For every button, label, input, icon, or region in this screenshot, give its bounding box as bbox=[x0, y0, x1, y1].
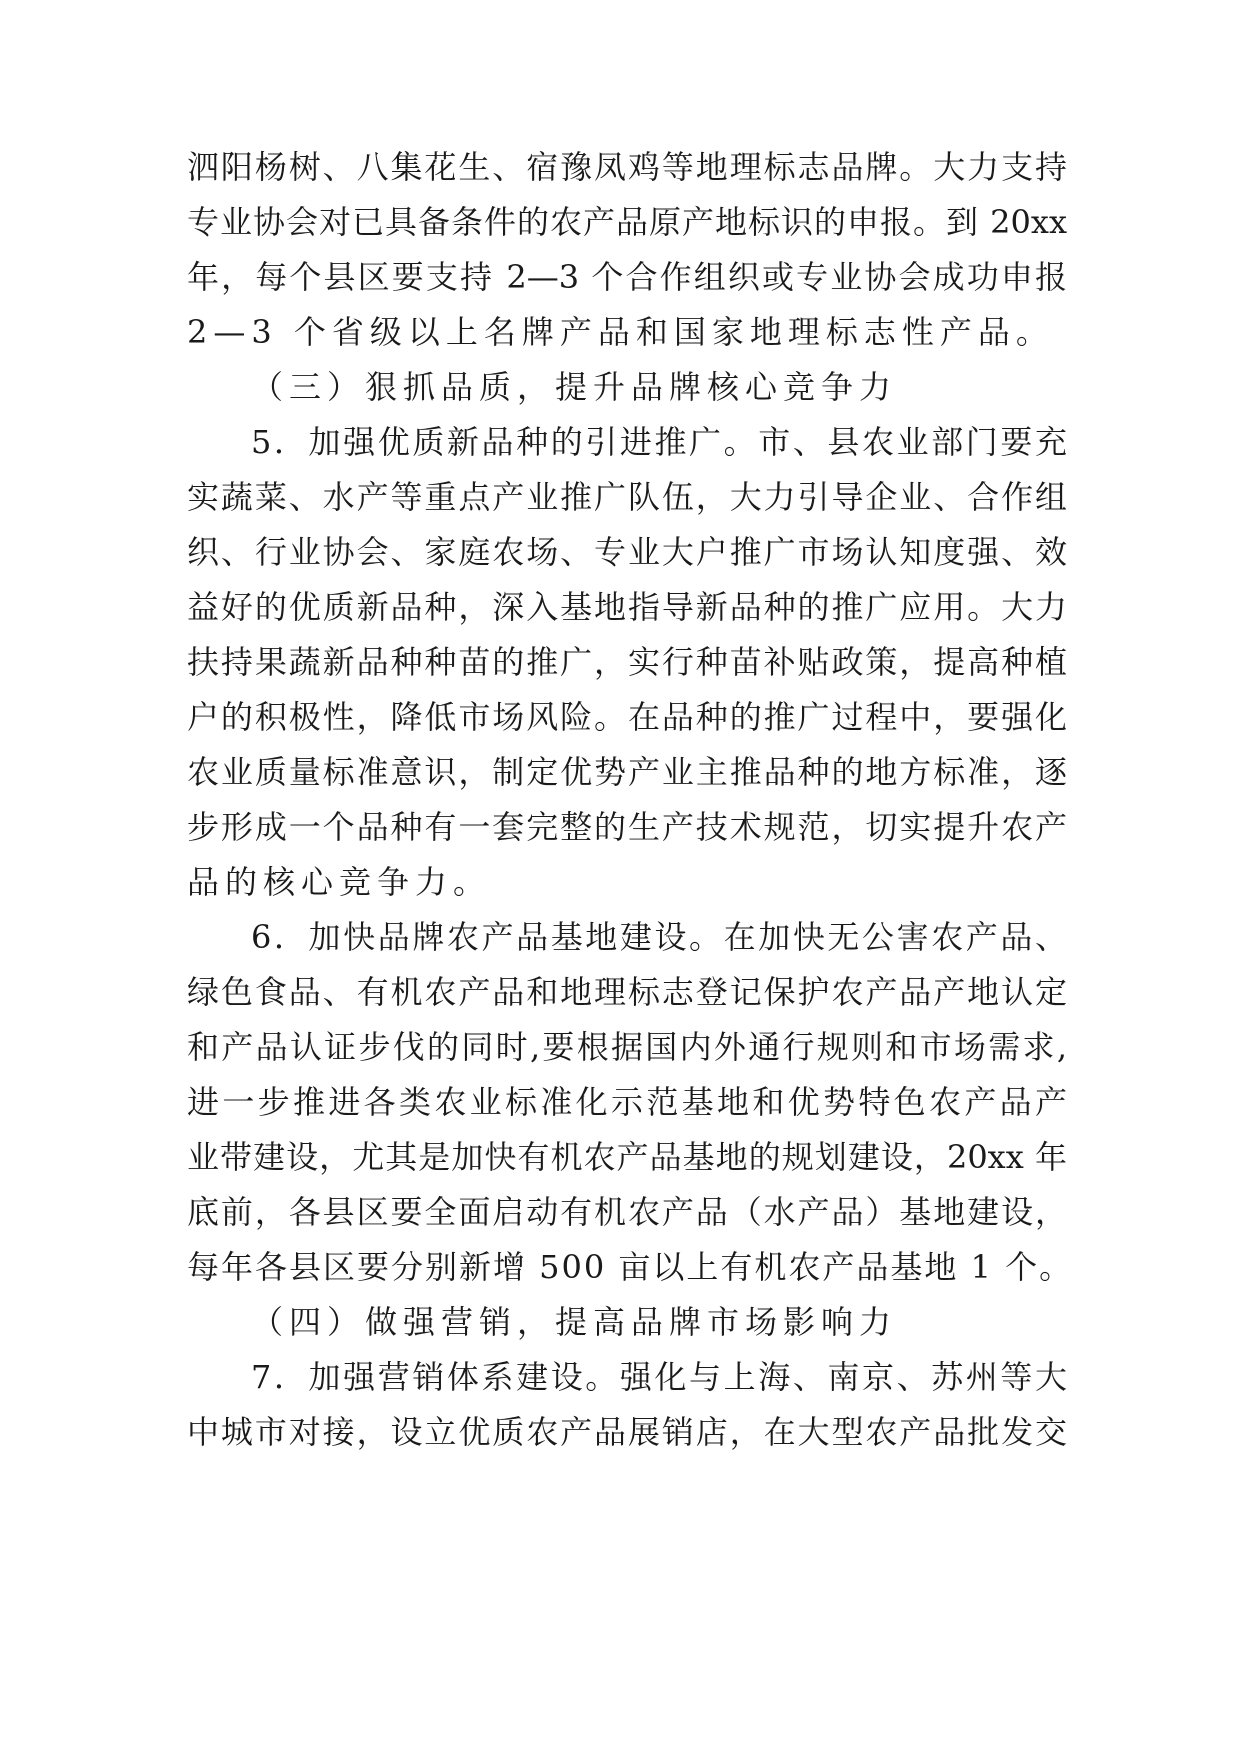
text-line: 农业质量标准意识，制定优势产业主推品种的地方标准，逐 bbox=[187, 753, 1067, 791]
text-line: 7．加强营销体系建设。强化与上海、南京、苏州等大 bbox=[251, 1358, 1067, 1396]
text-line: 2—3 个省级以上名牌产品和国家地理标志性产品。 bbox=[187, 313, 1054, 351]
text-line: 和产品认证步伐的同时,要根据国内外通行规则和市场需求, bbox=[187, 1028, 1067, 1066]
text-line: 品的核心竞争力。 bbox=[187, 863, 492, 901]
text-line: 进一步推进各类农业标准化示范基地和优势特色农产品产 bbox=[187, 1083, 1067, 1121]
text-line: 专业协会对已具备条件的农产品原产地标识的申报。到 20xx bbox=[187, 203, 1067, 241]
text-line: 扶持果蔬新品种种苗的推广，实行种苗补贴政策，提高种植 bbox=[187, 643, 1067, 681]
text-line: 底前，各县区要全面启动有机农产品（水产品）基地建设， bbox=[187, 1193, 1067, 1231]
text-line: 织、行业协会、家庭农场、专业大户推广市场认知度强、效 bbox=[187, 533, 1067, 571]
text-line: 实蔬菜、水产等重点产业推广队伍，大力引导企业、合作组 bbox=[187, 478, 1067, 516]
text-line: 绿色食品、有机农产品和地理标志登记保护农产品产地认定 bbox=[187, 973, 1067, 1011]
text-line: 5．加强优质新品种的引进推广。市、县农业部门要充 bbox=[251, 423, 1067, 461]
text-line: 6．加快品牌农产品基地建设。在加快无公害农产品、 bbox=[251, 918, 1067, 956]
text-line: 年，每个县区要支持 2—3 个合作组织或专业协会成功申报 bbox=[187, 258, 1067, 296]
text-line: 户的积极性，降低市场风险。在品种的推广过程中，要强化 bbox=[187, 698, 1067, 736]
section-heading: （三）狠抓品质，提升品牌核心竞争力 bbox=[251, 368, 898, 406]
text-line: 泗阳杨树、八集花生、宿豫凤鸡等地理标志品牌。大力支持 bbox=[187, 148, 1067, 186]
text-line: 中城市对接，设立优质农产品展销店，在大型农产品批发交 bbox=[187, 1413, 1067, 1451]
text-line: 步形成一个品种有一套完整的生产技术规范，切实提升农产 bbox=[187, 808, 1067, 846]
section-heading: （四）做强营销，提高品牌市场影响力 bbox=[251, 1303, 898, 1341]
text-line: 业带建设，尤其是加快有机农产品基地的规划建设，20xx 年 bbox=[187, 1138, 1067, 1176]
text-line: 益好的优质新品种，深入基地指导新品种的推广应用。大力 bbox=[187, 588, 1067, 626]
text-line: 每年各县区要分别新增 500 亩以上有机农产品基地 1 个。 bbox=[187, 1248, 1074, 1286]
